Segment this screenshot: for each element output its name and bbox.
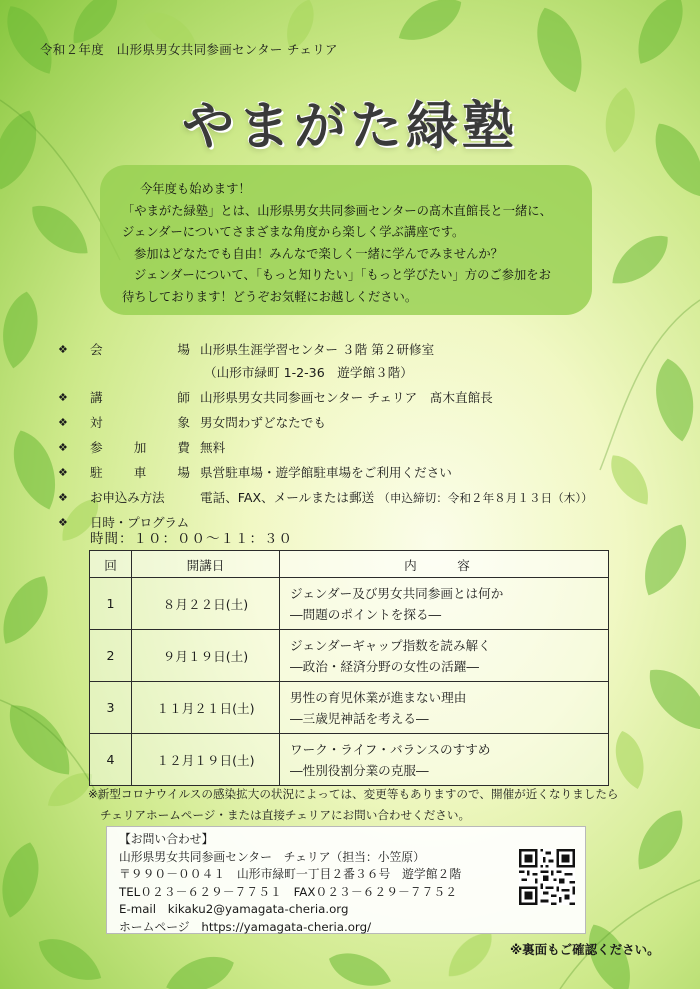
- intro-line: ジェンダーについてさまざまな角度から楽しく学ぶ講座です。: [122, 225, 465, 240]
- session-content: [280, 630, 609, 682]
- intro-line: 「やまがた緑塾」とは、山形県男女共同参画センターの髙木直館長と一緒に、: [122, 203, 552, 218]
- diamond-bullet-icon: ❖: [58, 491, 68, 504]
- table-row: [90, 734, 609, 786]
- session-time: 時間：１０：００～１１：３０: [90, 531, 293, 547]
- covid-notice: [88, 784, 619, 826]
- intro-line: 参加はどなたでも自由！みんなで楽しく一緒に学んでみませんか？: [134, 246, 503, 261]
- lecturer-value: 山形県男女共同参画センター チェリア 髙木直館長: [200, 390, 493, 405]
- column-header: 内 容: [280, 551, 609, 578]
- back-side-note: ※裏面もご確認ください。: [510, 942, 660, 957]
- session-number: 1: [90, 578, 132, 630]
- session-content: [280, 682, 609, 734]
- session-title: ジェンダー及び男女共同参画とは何か: [290, 585, 504, 601]
- intro-line: ジェンダーについて、「もっと知りたい」「もっと学びたい」方のご参加をお: [134, 268, 551, 283]
- table-row: [90, 578, 609, 630]
- target-value: 男女問わずどなたでも: [200, 415, 326, 430]
- contact-phone-fax: TEL０２３－６２９－７７５１ FAX０２３－６２９－７７５２: [119, 884, 458, 899]
- session-date: ８月２２日(土): [132, 578, 280, 630]
- application-deadline: （申込締切：令和２年８月１３日（木））: [378, 491, 593, 505]
- diamond-bullet-icon: ❖: [58, 343, 68, 356]
- intro-line: 待ちしております！どうぞお気軽にお越しください。: [122, 289, 418, 304]
- table-header-row: [90, 551, 609, 578]
- session-content: [280, 734, 609, 786]
- info-parking: [58, 460, 678, 485]
- contact-details: [119, 831, 461, 937]
- venue-value: 山形県生涯学習センター ３階 第２研修室 （山形市緑町 1-2-36 遊学館３階）: [200, 337, 678, 384]
- diamond-bullet-icon: ❖: [58, 391, 68, 404]
- session-title: 男性の育児休業が進まない理由: [290, 689, 467, 705]
- venue-address: （山形市緑町 1-2-36 遊学館３階）: [204, 365, 413, 380]
- session-number: 2: [90, 630, 132, 682]
- session-date: １１月２１日(土): [132, 682, 280, 734]
- contact-box: [106, 826, 586, 934]
- application-value: 電話、FAX、メールまたは郵送 （申込締切：令和２年８月１３日（木））: [200, 490, 593, 505]
- diamond-bullet-icon: ❖: [58, 441, 68, 454]
- session-date: ９月１９日(土): [132, 630, 280, 682]
- schedule-table: [89, 550, 609, 786]
- session-subtitle: ―問題のポイントを探る―: [290, 606, 442, 622]
- session-number: 3: [90, 682, 132, 734]
- session-subtitle: ―政治・経済分野の女性の活躍―: [290, 658, 479, 674]
- info-venue: [58, 337, 678, 385]
- session-date: １２月１９日(土): [132, 734, 280, 786]
- contact-org: 山形県男女共同参画センター チェリア（担当：小笠原）: [119, 849, 425, 864]
- session-content: [280, 578, 609, 630]
- diamond-bullet-icon: ❖: [58, 416, 68, 429]
- session-title: ジェンダーギャップ指数を読み解く: [290, 637, 491, 653]
- info-fee: [58, 435, 678, 460]
- column-header: 開講日: [132, 551, 280, 578]
- session-subtitle: ―性別役割分業の克服―: [290, 762, 429, 778]
- info-lecturer: [58, 385, 678, 410]
- fee-label: 参 加 費: [90, 440, 190, 455]
- contact-website[interactable]: ホームページ https://yamagata-cheria.org/: [119, 919, 372, 934]
- program-label: 日時・プログラム: [90, 515, 190, 530]
- session-number: 4: [90, 734, 132, 786]
- intro-line: 今年度も始めます！: [140, 182, 251, 196]
- table-row: [90, 682, 609, 734]
- info-target: [58, 410, 678, 435]
- diamond-bullet-icon: ❖: [58, 466, 68, 479]
- parking-value: 県営駐車場・遊学館駐車場をご利用ください: [200, 465, 452, 480]
- notice-line: チェリアホームページ・または直接チェリアにお問い合わせください。: [100, 808, 471, 822]
- column-header: 回: [90, 551, 132, 578]
- event-info: [58, 337, 678, 535]
- venue-label: 会 場: [90, 342, 190, 357]
- session-title: ワーク・ライフ・バランスのすすめ: [290, 741, 491, 757]
- application-label: お申込み方法: [90, 490, 165, 505]
- page-title: やまがた緑塾: [181, 96, 518, 157]
- target-label: 対 象: [90, 415, 190, 430]
- contact-address: 〒９９０－００４１ 山形市緑町一丁目２番３６号 遊学館２階: [119, 867, 462, 882]
- table-row: [90, 630, 609, 682]
- qr-code-icon[interactable]: [519, 849, 575, 905]
- fee-value: 無料: [200, 440, 226, 455]
- info-application: [58, 485, 678, 510]
- contact-email[interactable]: E-mail kikaku2@yamagata-cheria.org: [119, 902, 349, 917]
- diamond-bullet-icon: ❖: [58, 516, 68, 529]
- notice-line: ※新型コロナウイルスの感染拡大の状況によっては、変更等もありますので、開催が近くなりましたら: [88, 787, 619, 801]
- lecturer-label: 講 師: [90, 390, 190, 405]
- session-subtitle: ―三歳児神話を考える―: [290, 710, 429, 726]
- subtitle: 令和２年度 山形県男女共同参画センター チェリア: [40, 42, 338, 57]
- contact-heading: 【お問い合わせ】: [119, 832, 214, 846]
- parking-label: 駐 車 場: [90, 465, 190, 480]
- intro-box: [100, 165, 592, 315]
